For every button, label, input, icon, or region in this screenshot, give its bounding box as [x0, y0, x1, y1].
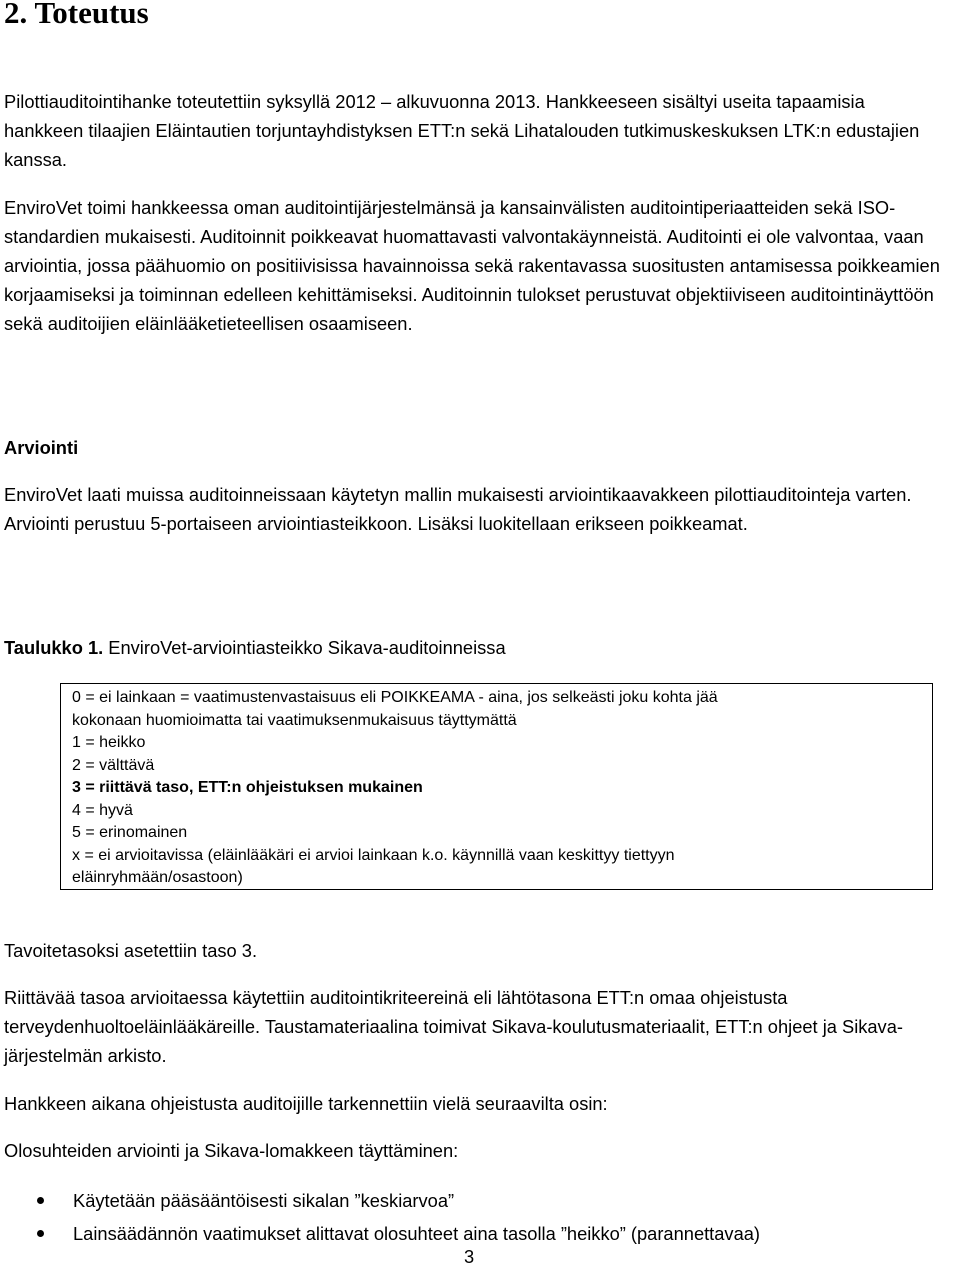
scale-line-3: 3 = riittävä taso, ETT:n ohjeistuksen mukainen	[72, 779, 423, 796]
assessment-scale-table	[60, 683, 933, 890]
auditing-paragraph: EnviroVet toimi hankkeessa oman auditointijärjestelmänsä ja kansainvälisten auditointiperiaatteiden sekä ISO-standardien mukaisesti. Auditoinnit poikkeavat huomattavasti valvontakäynneistä. Auditointi ei ole valvontaa, vaan arviointia, jossa päähuomio on positiivisissa havainnoissa sekä rakentavassa suositusten antamisessa poikkeamien korjaamiseksi ja toiminnan edelleen kehittämiseksi. Auditoinnin tulokset perustuvat objektiiviseen auditointinäyttöön sekä auditoijien eläinlääketieteellisen osaamiseen.	[4, 197, 940, 334]
scale-line-xb: eläinryhmään/osastoon)	[72, 869, 243, 886]
bullet-text: Lainsäädännön vaatimukset alittavat olosuhteet aina tasolla ”heikko” (parannettavaa)	[73, 1223, 760, 1244]
page-number: 3	[464, 1246, 475, 1267]
guidance-bullet-list	[0, 1186, 760, 1252]
list-item	[0, 1219, 760, 1252]
scale-line-xa: x = ei arvioitavissa (eläinlääkäri ei arvioi lainkaan k.o. käynnillä vaan keskittyy tiettyyn	[72, 846, 675, 864]
refinement-paragraph: Hankkeen aikana ohjeistusta auditoijille tarkennettiin vielä seuraavilta osin:	[4, 1093, 608, 1114]
scale-line-0b: kokonaan huomioimatta tai vaatimuksenmukaisuus täyttymättä	[72, 711, 517, 729]
table-caption	[4, 633, 506, 662]
target-level-paragraph: Tavoitetasoksi asetettiin taso 3.	[4, 940, 258, 961]
scale-line-1: 1 = heikko	[72, 734, 146, 751]
arviointi-heading: Arviointi	[4, 437, 79, 458]
scale-line-2: 2 = välttävä	[72, 756, 155, 774]
scale-line-5: 5 = erinomainen	[72, 824, 188, 841]
scale-line-0a: 0 = ei lainkaan = vaatimustenvastaisuus eli POIKKEAMA - aina, jos selkeästi joku kohta jää	[72, 689, 718, 706]
intro-paragraph: Pilottiauditointihanke toteutettiin syksyllä 2012 – alkuvuonna 2013. Hankkeeseen sisältyi useita tapaamisia hankkeen tilaajien Eläintautien torjuntayhdistyksen ETT:n sekä Lihatalouden tutkimuskeskuksen LTK:n edustajien kanssa.	[4, 91, 920, 170]
scale-line-4: 4 = hyvä	[72, 801, 133, 819]
list-item	[0, 1186, 760, 1219]
bullet-icon	[37, 1230, 44, 1237]
section-heading: 2. Toteutus	[4, 0, 149, 30]
criteria-paragraph: Riittävää tasoa arvioitaessa käytettiin auditointikriteereinä eli lähtötasona ETT:n omaa ohjeistusta terveydenhuoltoeläinlääkäreille. Taustamateriaalina toimivat Sikava-koulutusmateriaalit, ETT:n ohjeet ja Sikava-järjestelmän arkisto.	[4, 987, 903, 1066]
table-caption-label: Taulukko 1.	[4, 637, 104, 658]
table-caption-text: EnviroVet-arviointiasteikko Sikava-auditoinneissa	[103, 637, 506, 658]
bullet-text: Käytetään pääsääntöisesti sikalan ”keskiarvoa”	[73, 1190, 455, 1211]
bullet-icon	[37, 1197, 44, 1204]
conditions-paragraph: Olosuhteiden arviointi ja Sikava-lomakkeen täyttäminen:	[4, 1140, 459, 1161]
assessment-paragraph: EnviroVet laati muissa auditoinneissaan käytetyn mallin mukaisesti arviointikaavakkeen pilottiauditointeja varten. Arviointi perustuu 5-portaiseen arviointiasteikkoon. Lisäksi luokitellaan erikseen poikkeamat.	[4, 484, 912, 534]
